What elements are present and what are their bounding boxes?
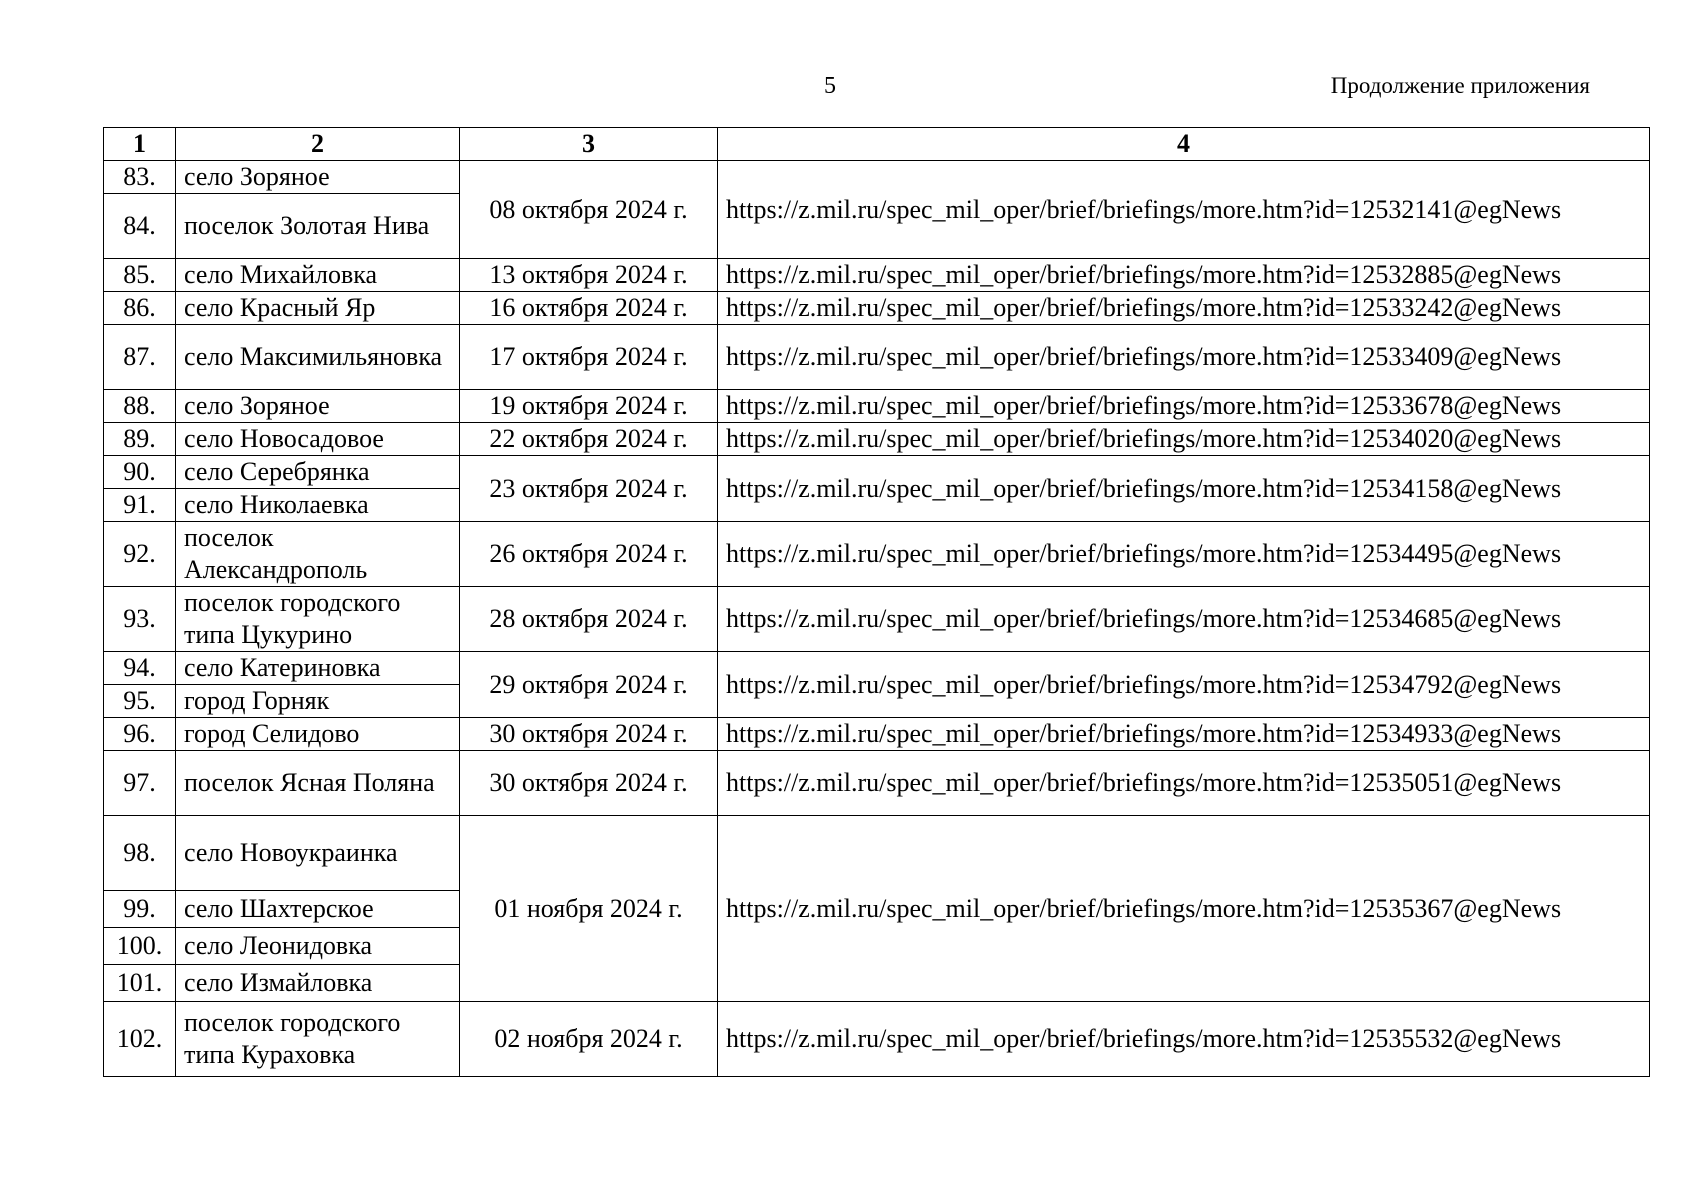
settlement-name: село Николаевка xyxy=(176,489,460,522)
row-number: 94. xyxy=(104,652,176,685)
row-number: 102. xyxy=(104,1002,176,1077)
liberation-date: 26 октября 2024 г. xyxy=(460,522,718,587)
settlement-name: село Серебрянка xyxy=(176,456,460,489)
liberation-date: 23 октября 2024 г. xyxy=(460,456,718,522)
appendix-table xyxy=(103,127,1650,1077)
row-number: 98. xyxy=(104,816,176,891)
settlement-name: город Селидово xyxy=(176,718,460,751)
page-number: 5 xyxy=(824,73,836,99)
column-header-4: 4 xyxy=(718,128,1650,161)
settlement-name: село Зоряное xyxy=(176,390,460,423)
row-number: 83. xyxy=(104,161,176,194)
liberation-date: 22 октября 2024 г. xyxy=(460,423,718,456)
table-row xyxy=(104,292,1650,325)
table-row xyxy=(104,259,1650,292)
table-row xyxy=(104,1002,1650,1077)
settlement-name: село Новоукраинка xyxy=(176,816,460,891)
source-link[interactable]: https://z.mil.ru/spec_mil_oper/brief/briefings/more.htm?id=12534020@egNews xyxy=(718,423,1650,456)
settlement-name: поселок городского типа Цукурино xyxy=(176,587,460,652)
settlement-name: село Новосадовое xyxy=(176,423,460,456)
row-number: 97. xyxy=(104,751,176,816)
table-row xyxy=(104,161,1650,194)
settlement-name: село Красный Яр xyxy=(176,292,460,325)
row-number: 85. xyxy=(104,259,176,292)
table-row xyxy=(104,325,1650,390)
row-number: 101. xyxy=(104,965,176,1002)
row-number: 86. xyxy=(104,292,176,325)
table-row xyxy=(104,718,1650,751)
row-number: 95. xyxy=(104,685,176,718)
settlement-name: поселок Ясная Поляна xyxy=(176,751,460,816)
liberation-date: 29 октября 2024 г. xyxy=(460,652,718,718)
settlement-name: село Леонидовка xyxy=(176,928,460,965)
row-number: 91. xyxy=(104,489,176,522)
column-header-1: 1 xyxy=(104,128,176,161)
row-number: 92. xyxy=(104,522,176,587)
source-link[interactable]: https://z.mil.ru/spec_mil_oper/brief/briefings/more.htm?id=12535532@egNews xyxy=(718,1002,1650,1077)
liberation-date: 08 октября 2024 г. xyxy=(460,161,718,259)
source-link[interactable]: https://z.mil.ru/spec_mil_oper/brief/briefings/more.htm?id=12535051@egNews xyxy=(718,751,1650,816)
liberation-date: 30 октября 2024 г. xyxy=(460,751,718,816)
table-row xyxy=(104,522,1650,587)
source-link[interactable]: https://z.mil.ru/spec_mil_oper/brief/briefings/more.htm?id=12533678@egNews xyxy=(718,390,1650,423)
row-number: 93. xyxy=(104,587,176,652)
source-link[interactable]: https://z.mil.ru/spec_mil_oper/brief/briefings/more.htm?id=12534158@egNews xyxy=(718,456,1650,522)
settlement-name: поселок Золотая Нива xyxy=(176,194,460,259)
settlement-name: село Измайловка xyxy=(176,965,460,1002)
liberation-date: 02 ноября 2024 г. xyxy=(460,1002,718,1077)
row-number: 99. xyxy=(104,891,176,928)
row-number: 90. xyxy=(104,456,176,489)
liberation-date: 17 октября 2024 г. xyxy=(460,325,718,390)
settlement-name: село Максимильяновка xyxy=(176,325,460,390)
liberation-date: 01 ноября 2024 г. xyxy=(460,816,718,1002)
settlement-name: село Шахтерское xyxy=(176,891,460,928)
table-row xyxy=(104,751,1650,816)
settlement-name: поселок городского типа Кураховка xyxy=(176,1002,460,1077)
source-link[interactable]: https://z.mil.ru/spec_mil_oper/brief/briefings/more.htm?id=12532885@egNews xyxy=(718,259,1650,292)
source-link[interactable]: https://z.mil.ru/spec_mil_oper/brief/briefings/more.htm?id=12534792@egNews xyxy=(718,652,1650,718)
settlement-name: поселок Александрополь xyxy=(176,522,460,587)
liberation-date: 28 октября 2024 г. xyxy=(460,587,718,652)
table-row xyxy=(104,423,1650,456)
column-header-3: 3 xyxy=(460,128,718,161)
row-number: 100. xyxy=(104,928,176,965)
row-number: 84. xyxy=(104,194,176,259)
liberation-date: 16 октября 2024 г. xyxy=(460,292,718,325)
settlement-name: город Горняк xyxy=(176,685,460,718)
column-header-2: 2 xyxy=(176,128,460,161)
settlement-name: село Михайловка xyxy=(176,259,460,292)
row-number: 89. xyxy=(104,423,176,456)
source-link[interactable]: https://z.mil.ru/spec_mil_oper/brief/briefings/more.htm?id=12533242@egNews xyxy=(718,292,1650,325)
settlement-name: село Катериновка xyxy=(176,652,460,685)
source-link[interactable]: https://z.mil.ru/spec_mil_oper/brief/briefings/more.htm?id=12532141@egNews xyxy=(718,161,1650,259)
appendix-continuation-label: Продолжение приложения xyxy=(1330,73,1590,98)
liberation-date: 19 октября 2024 г. xyxy=(460,390,718,423)
table-row xyxy=(104,456,1650,489)
source-link[interactable]: https://z.mil.ru/spec_mil_oper/brief/briefings/more.htm?id=12534495@egNews xyxy=(718,522,1650,587)
table-header-row xyxy=(104,128,1650,161)
table-row xyxy=(104,816,1650,891)
row-number: 88. xyxy=(104,390,176,423)
source-link[interactable]: https://z.mil.ru/spec_mil_oper/brief/briefings/more.htm?id=12534933@egNews xyxy=(718,718,1650,751)
row-number: 96. xyxy=(104,718,176,751)
table-row xyxy=(104,587,1650,652)
liberation-date: 30 октября 2024 г. xyxy=(460,718,718,751)
liberation-date: 13 октября 2024 г. xyxy=(460,259,718,292)
source-link[interactable]: https://z.mil.ru/spec_mil_oper/brief/briefings/more.htm?id=12534685@egNews xyxy=(718,587,1650,652)
settlement-name: село Зоряное xyxy=(176,161,460,194)
table-row xyxy=(104,652,1650,685)
table-row xyxy=(104,390,1650,423)
row-number: 87. xyxy=(104,325,176,390)
source-link[interactable]: https://z.mil.ru/spec_mil_oper/brief/briefings/more.htm?id=12535367@egNews xyxy=(718,816,1650,1002)
source-link[interactable]: https://z.mil.ru/spec_mil_oper/brief/briefings/more.htm?id=12533409@egNews xyxy=(718,325,1650,390)
